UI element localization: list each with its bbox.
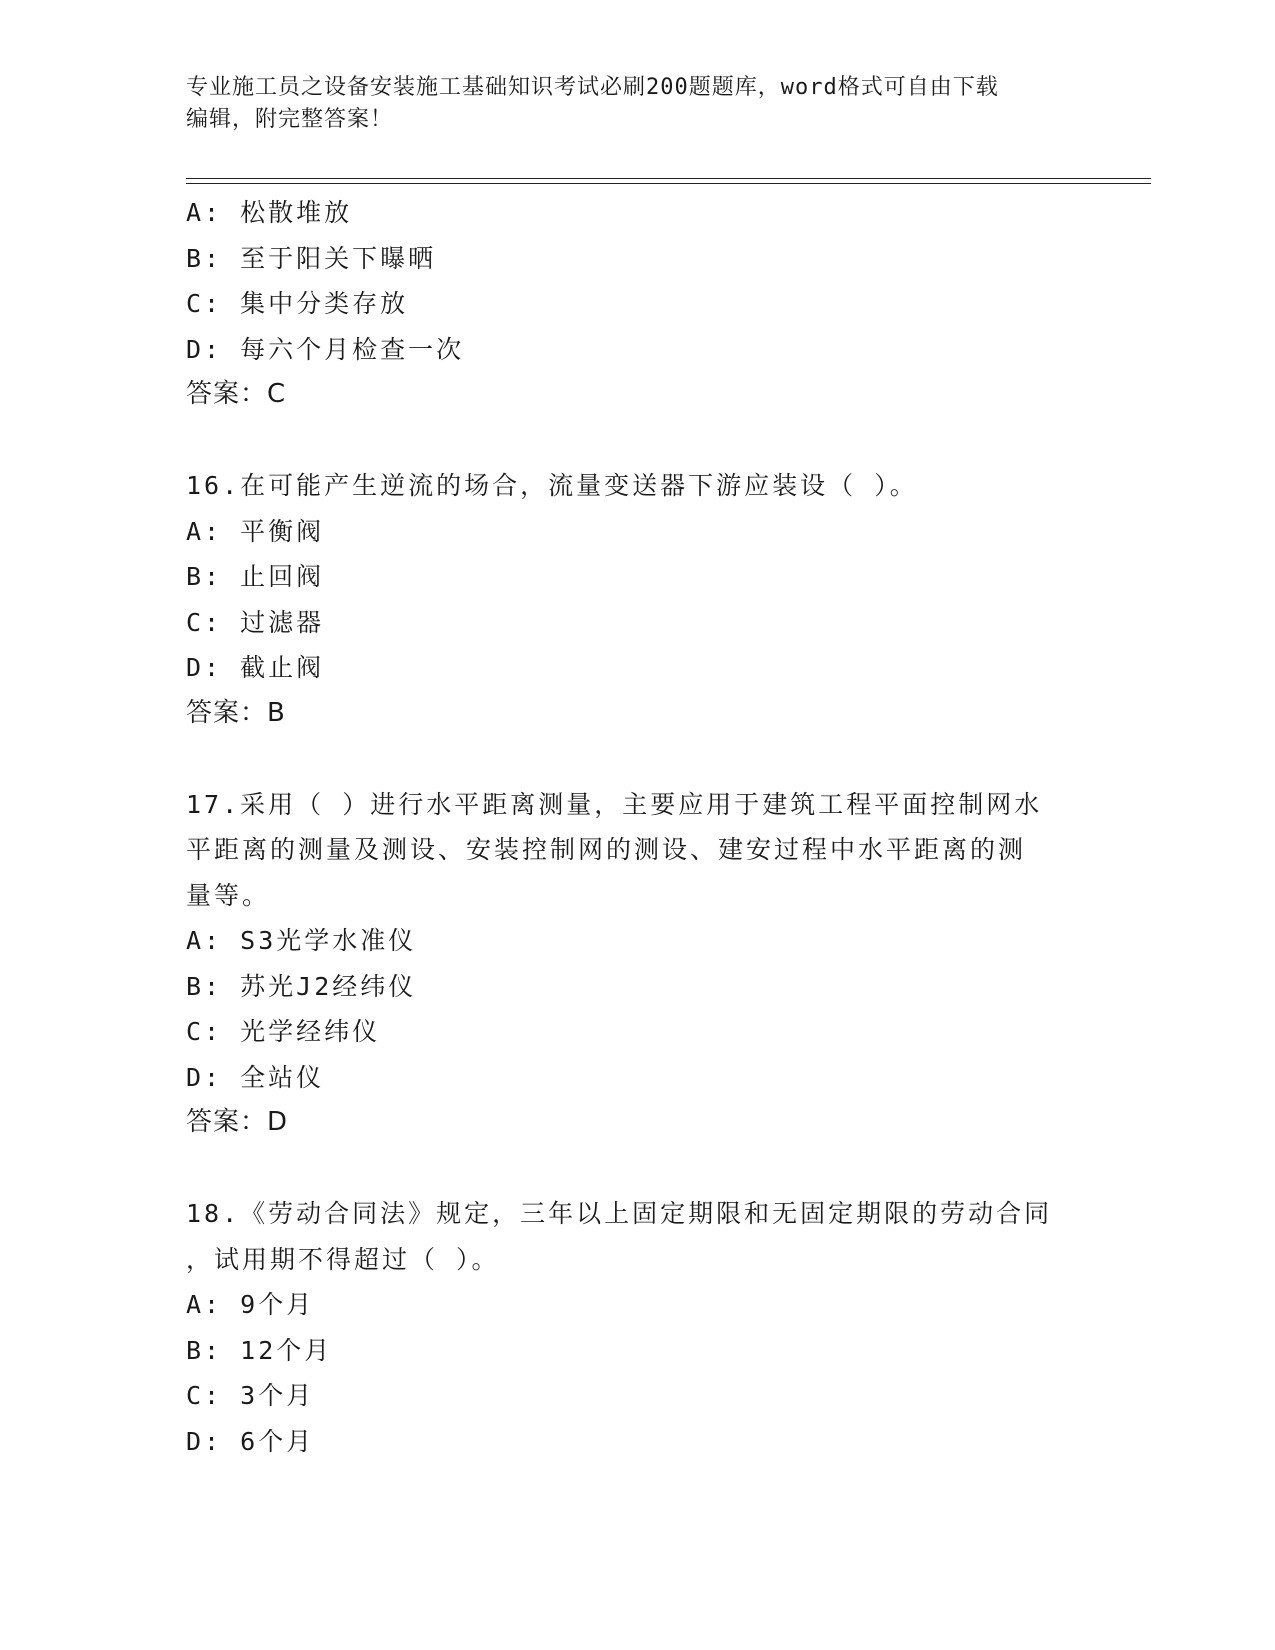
option-a: A: 9个月 [186,1290,315,1319]
option-d: D: 每六个月检查一次 [186,334,465,364]
question-text: 16.在可能产生逆流的场合，流量变送器下游应装设（ ）。 [186,471,918,500]
option-d: D: 全站仪 [186,1062,325,1092]
option-b: B: 苏光J2经纬仪 [186,971,417,1001]
option-a: A: 松散堆放 [186,198,353,227]
question-text-line-2: 平距离的测量及测设、安装控制网的测设、建安过程中水平距离的测 [186,835,1027,864]
question-text-line-1: 18.《劳动合同法》规定，三年以上固定期限和无固定期限的劳动合同 [186,1199,1053,1228]
option-b: B: 至于阳关下曝晒 [186,243,437,273]
block-spacer [186,1146,1086,1192]
option-d: D: 6个月 [186,1426,315,1456]
option-c: C: 3个月 [186,1381,315,1410]
header-rule-top [186,178,1151,179]
question-text-line-1: 17.采用（ ）进行水平距离测量，主要应用于建筑工程平面控制网水 [186,789,1043,819]
option-d: D: 截止阀 [186,653,325,682]
question-block-17 [186,782,1086,1146]
question-text-line-2: ，试用期不得超过（ ）。 [186,1244,500,1274]
option-c: C: 光学经纬仪 [186,1017,381,1046]
option-b: B: 止回阀 [186,562,325,591]
question-block-16 [186,463,1086,736]
header-line-2: 编辑，附完整答案！ [186,107,394,132]
question-block-18 [186,1191,1086,1464]
question-text-line-3: 量等。 [186,880,271,910]
option-c: C: 过滤器 [186,607,325,637]
header-line-1: 专业施工员之设备安装施工基础知识考试必刷200题题库，word格式可自由下载 [186,75,999,100]
document-header [186,72,1066,136]
option-c: C: 集中分类存放 [186,289,409,318]
answer-line: 答案：C [186,379,287,409]
option-a: A: S3光学水准仪 [186,926,417,955]
option-b: B: 12个月 [186,1335,333,1365]
block-spacer [186,736,1086,782]
block-spacer [186,418,1086,464]
question-list [186,190,1086,1464]
option-a: A: 平衡阀 [186,516,325,546]
question-block-15 [186,190,1086,418]
answer-line: 答案：D [186,1107,289,1137]
header-rule-bottom [186,183,1151,184]
answer-line: 答案：B [186,697,286,728]
